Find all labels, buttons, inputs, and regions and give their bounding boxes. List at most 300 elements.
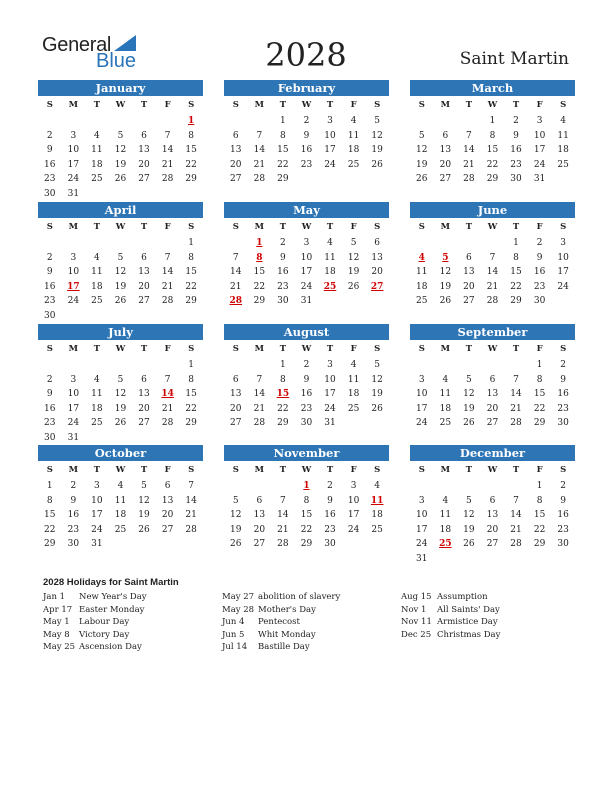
empty-cell (504, 479, 528, 494)
day-cell: 11 (439, 510, 452, 520)
day-cell: 17 (347, 510, 360, 520)
weekday-label: S (560, 344, 567, 354)
weekday-label: T (93, 222, 101, 232)
day-cell: 16 (44, 159, 56, 170)
day-cell: 9 (46, 267, 53, 277)
day-cell: 29 (185, 174, 197, 184)
weekday-label: F (536, 344, 543, 354)
day-cell: 28 (161, 174, 174, 184)
month-december (410, 445, 575, 566)
holiday-date: May 27 (222, 592, 255, 602)
day-cell: 7 (513, 495, 519, 506)
day-cell: 27 (138, 418, 150, 428)
day-cell: 29 (510, 296, 522, 306)
day-cell: 10 (91, 495, 103, 506)
day-cell: 1 (188, 360, 195, 370)
day-cell: 1 (188, 238, 195, 248)
day-cell: 4 (374, 481, 381, 491)
weekday-label: M (440, 222, 451, 232)
day-cell: 16 (277, 267, 289, 277)
holiday-row (401, 604, 576, 617)
day-cell: 18 (91, 159, 103, 170)
month-march (410, 80, 575, 187)
day-cell: 16 (324, 510, 336, 520)
day-cell: 17 (533, 145, 546, 155)
weekday-label: S (418, 465, 425, 475)
day-cell: 21 (161, 281, 174, 292)
empty-cell (457, 114, 481, 129)
weekday-label: S (374, 222, 381, 232)
day-cell: 23 (300, 403, 313, 414)
day-cell: 6 (442, 130, 449, 141)
empty-cell (156, 114, 180, 129)
day-cell: 13 (371, 252, 383, 263)
day-cell: 20 (138, 281, 150, 292)
day-cell: 7 (164, 130, 171, 141)
weekday-label: W (487, 465, 498, 475)
day-cell: 24 (557, 281, 569, 292)
holiday-date: Dec 25 (401, 629, 432, 640)
month-header: December (410, 445, 575, 461)
day-cell: 24 (91, 524, 103, 535)
day-cell: 29 (277, 174, 289, 184)
day-cell: 16 (67, 510, 80, 520)
day-cell: 21 (463, 159, 475, 170)
day-cell: 26 (114, 174, 127, 184)
day-cell: 3 (327, 116, 333, 126)
day-cell: 10 (324, 374, 336, 385)
empty-cell (457, 236, 481, 251)
day-cell: 16 (557, 510, 569, 520)
weekday-label: T (512, 100, 520, 110)
day-cell: 19 (230, 524, 242, 535)
day-cell: 23 (510, 159, 522, 170)
weekday-label: S (232, 465, 239, 475)
empty-cell (434, 114, 458, 129)
day-cell: 14 (253, 389, 266, 399)
day-cell: 13 (161, 495, 174, 506)
empty-cell (271, 479, 295, 494)
holiday-day-cell: 8 (256, 252, 263, 263)
day-cell: 5 (117, 130, 124, 141)
day-cell: 7 (256, 374, 263, 385)
weekday-label: F (164, 344, 171, 354)
weekday-label: F (164, 100, 171, 110)
day-cell: 18 (91, 403, 103, 414)
weekday-label: W (301, 344, 312, 354)
empty-cell (481, 479, 505, 494)
weekday-label: M (68, 465, 79, 475)
weekday-label: F (164, 465, 171, 475)
holiday-name: abolition of slavery (258, 592, 341, 602)
day-cell: 1 (536, 481, 543, 491)
holiday-name: New Year's Day (79, 592, 147, 602)
holiday-day-cell: 1 (303, 481, 310, 491)
day-cell: 11 (557, 130, 569, 141)
day-cell: 9 (70, 495, 77, 506)
day-cell: 9 (560, 374, 567, 385)
day-cell: 23 (300, 159, 313, 170)
day-cell: 14 (253, 145, 266, 155)
day-cell: 19 (463, 403, 475, 414)
holidays-title: 2028 Holidays for Saint Martin (43, 577, 179, 588)
day-cell: 17 (416, 403, 428, 414)
day-cell: 8 (46, 495, 53, 506)
weekday-label: S (232, 344, 239, 354)
day-cell: 15 (533, 389, 546, 399)
day-cell: 14 (463, 145, 475, 155)
weekday-label: S (418, 344, 425, 354)
weekday-label: T (326, 344, 334, 354)
day-cell: 19 (114, 159, 127, 170)
day-cell: 22 (277, 159, 289, 170)
month-header: February (224, 80, 389, 96)
empty-cell (85, 114, 109, 129)
day-cell: 16 (300, 145, 313, 155)
month-july (38, 324, 203, 445)
day-cell: 19 (114, 281, 127, 292)
holiday-day-cell: 25 (323, 281, 337, 292)
day-cell: 16 (533, 267, 546, 277)
day-grid (410, 218, 575, 309)
holiday-date: Aug 15 (401, 592, 432, 602)
holiday-column (222, 591, 397, 654)
day-cell: 4 (94, 130, 100, 141)
day-cell: 8 (536, 495, 543, 506)
empty-cell (85, 236, 109, 251)
logo-word-general: General (42, 34, 112, 56)
day-cell: 16 (510, 145, 522, 155)
empty-cell (109, 358, 133, 373)
holiday-date: Nov 11 (401, 617, 432, 627)
day-cell: 10 (347, 495, 360, 506)
day-cell: 22 (253, 281, 266, 292)
day-cell: 28 (463, 174, 475, 184)
day-cell: 29 (44, 539, 56, 549)
day-cell: 24 (67, 174, 80, 184)
day-cell: 13 (486, 510, 499, 520)
holiday-row (222, 591, 397, 604)
empty-cell (248, 358, 272, 373)
empty-cell (109, 236, 133, 251)
holiday-row (43, 616, 218, 629)
day-cell: 10 (557, 252, 569, 263)
day-cell: 24 (533, 159, 546, 170)
day-cell: 12 (114, 145, 127, 155)
day-cell: 14 (185, 495, 197, 506)
day-cell: 7 (188, 481, 195, 491)
day-cell: 19 (371, 389, 383, 399)
day-cell: 3 (94, 481, 100, 491)
day-cell: 18 (371, 510, 383, 520)
weekday-label: M (440, 344, 451, 354)
empty-cell (62, 114, 86, 129)
day-cell: 18 (439, 524, 452, 535)
day-cell: 21 (253, 159, 266, 170)
holiday-day-cell: 17 (67, 281, 80, 292)
weekday-label: T (140, 100, 148, 110)
holiday-day-cell: 11 (370, 495, 384, 506)
day-cell: 7 (489, 252, 496, 263)
weekday-label: S (46, 344, 53, 354)
day-cell: 30 (44, 310, 56, 321)
day-cell: 27 (230, 418, 242, 428)
holiday-day-cell: 15 (276, 389, 290, 399)
day-cell: 23 (44, 296, 56, 306)
day-cell: 9 (560, 495, 567, 506)
day-cell: 9 (513, 130, 519, 141)
weekday-label: M (254, 465, 265, 475)
day-cell: 30 (510, 174, 522, 184)
day-cell: 21 (510, 403, 522, 414)
day-cell: 31 (324, 418, 336, 428)
weekday-label: W (115, 100, 126, 110)
day-cell: 29 (253, 296, 266, 306)
weekday-label: T (279, 100, 287, 110)
day-cell: 19 (114, 403, 127, 414)
empty-cell (132, 358, 156, 373)
day-cell: 21 (185, 510, 197, 520)
day-cell: 27 (253, 539, 266, 549)
day-cell: 20 (439, 159, 452, 170)
day-cell: 5 (117, 252, 124, 263)
day-cell: 6 (141, 252, 147, 263)
holiday-name: Easter Monday (79, 604, 145, 615)
day-cell: 24 (347, 524, 360, 535)
day-cell: 3 (327, 360, 333, 370)
weekday-label: T (326, 465, 334, 475)
day-cell: 28 (253, 418, 266, 428)
holiday-name: Assumption (437, 592, 488, 602)
day-cell: 1 (489, 116, 496, 126)
day-cell: 9 (303, 130, 310, 141)
day-cell: 15 (510, 267, 522, 277)
day-cell: 2 (70, 481, 77, 491)
day-cell: 24 (67, 418, 80, 428)
holiday-name: Whit Monday (258, 629, 316, 640)
empty-cell (38, 236, 62, 251)
holiday-row (401, 591, 576, 604)
day-cell: 18 (91, 281, 103, 292)
day-cell: 25 (557, 159, 569, 170)
holiday-row (43, 641, 218, 654)
empty-cell (156, 358, 180, 373)
day-cell: 23 (557, 403, 569, 414)
day-cell: 6 (164, 481, 171, 491)
day-cell: 28 (277, 539, 289, 549)
day-cell: 2 (46, 130, 53, 141)
day-cell: 12 (230, 510, 242, 520)
day-cell: 11 (416, 267, 428, 277)
day-cell: 19 (463, 524, 475, 535)
day-cell: 2 (536, 238, 543, 248)
day-cell: 4 (327, 238, 333, 248)
day-cell: 14 (230, 267, 242, 277)
holiday-day-cell: 28 (229, 296, 243, 306)
weekday-label: M (254, 100, 265, 110)
weekday-label: M (68, 222, 79, 232)
day-cell: 13 (463, 267, 475, 277)
weekday-label: T (93, 100, 101, 110)
day-cell: 21 (510, 524, 522, 535)
empty-cell (132, 114, 156, 129)
day-cell: 22 (185, 403, 197, 414)
day-cell: 3 (70, 374, 77, 385)
day-cell: 21 (161, 159, 174, 170)
day-cell: 30 (324, 539, 336, 549)
day-cell: 12 (114, 267, 127, 277)
day-cell: 2 (513, 116, 519, 126)
empty-cell (410, 114, 434, 129)
weekday-label: S (232, 100, 239, 110)
day-cell: 30 (300, 418, 313, 428)
day-cell: 31 (67, 432, 80, 443)
weekday-label: S (560, 465, 567, 475)
holiday-date: May 1 (43, 617, 70, 627)
day-cell: 3 (70, 252, 77, 263)
day-cell: 4 (350, 360, 357, 370)
weekday-label: M (254, 344, 265, 354)
day-cell: 20 (486, 403, 499, 414)
empty-cell (156, 236, 180, 251)
day-cell: 5 (466, 495, 472, 506)
day-cell: 27 (486, 418, 499, 428)
month-may (224, 202, 389, 309)
weekday-label: W (115, 465, 126, 475)
day-cell: 30 (44, 432, 56, 443)
day-cell: 25 (91, 296, 103, 306)
weekday-label: S (560, 100, 567, 110)
day-cell: 26 (416, 174, 428, 184)
day-cell: 26 (114, 296, 127, 306)
day-cell: 28 (253, 174, 266, 184)
month-september (410, 324, 575, 431)
day-cell: 8 (280, 130, 286, 141)
holiday-day-cell: 5 (442, 252, 449, 263)
day-cell: 11 (91, 267, 103, 277)
weekday-label: S (46, 465, 53, 475)
day-cell: 9 (46, 389, 53, 399)
day-cell: 8 (536, 374, 543, 385)
day-cell: 26 (371, 403, 383, 414)
day-cell: 22 (510, 281, 522, 292)
day-cell: 18 (347, 145, 360, 155)
weekday-label: F (536, 222, 543, 232)
holiday-date: Nov 1 (401, 604, 427, 615)
day-cell: 14 (510, 510, 522, 520)
day-cell: 22 (300, 524, 313, 535)
weekday-label: T (465, 344, 473, 354)
day-cell: 13 (138, 145, 150, 155)
day-cell: 31 (67, 188, 80, 199)
day-cell: 18 (416, 281, 428, 292)
weekday-label: T (279, 222, 287, 232)
day-cell: 13 (253, 510, 266, 520)
holiday-day-cell: 4 (418, 252, 425, 263)
weekday-label: T (326, 222, 334, 232)
month-header: May (224, 202, 389, 218)
day-cell: 12 (463, 389, 475, 399)
day-grid (224, 218, 389, 309)
day-grid (224, 96, 389, 187)
day-cell: 13 (486, 389, 499, 399)
holiday-row (43, 604, 218, 617)
day-cell: 23 (44, 418, 56, 428)
day-cell: 3 (418, 495, 425, 506)
weekday-label: W (487, 222, 498, 232)
day-cell: 12 (347, 252, 360, 263)
weekday-label: F (536, 465, 543, 475)
day-cell: 24 (416, 539, 428, 549)
day-cell: 10 (67, 267, 80, 277)
day-cell: 4 (117, 481, 124, 491)
day-cell: 18 (439, 403, 452, 414)
day-cell: 26 (114, 418, 127, 428)
empty-cell (434, 236, 458, 251)
day-cell: 20 (230, 159, 242, 170)
day-cell: 19 (347, 267, 360, 277)
day-cell: 2 (46, 374, 53, 385)
day-cell: 23 (67, 524, 80, 535)
day-cell: 11 (114, 495, 127, 506)
holiday-date: Jan 1 (43, 592, 66, 602)
day-cell: 24 (324, 403, 336, 414)
day-cell: 23 (277, 281, 289, 292)
holiday-name: Bastille Day (258, 642, 310, 652)
holiday-name: Christmas Day (437, 629, 501, 640)
day-cell: 28 (510, 539, 522, 549)
holiday-row (43, 591, 218, 604)
day-cell: 15 (185, 267, 197, 277)
day-cell: 23 (44, 174, 56, 184)
day-cell: 22 (277, 403, 289, 414)
weekday-label: T (465, 100, 473, 110)
day-cell: 6 (256, 495, 263, 506)
day-cell: 29 (486, 174, 499, 184)
day-cell: 15 (253, 267, 266, 277)
weekday-label: T (512, 344, 520, 354)
empty-cell (248, 114, 272, 129)
day-cell: 20 (486, 524, 499, 535)
day-cell: 8 (280, 374, 286, 385)
day-cell: 21 (253, 403, 266, 414)
day-cell: 1 (46, 481, 53, 491)
holiday-name: Victory Day (79, 629, 130, 640)
day-cell: 3 (350, 481, 357, 491)
day-cell: 24 (300, 281, 313, 292)
day-cell: 20 (463, 281, 475, 292)
day-cell: 18 (114, 510, 127, 520)
day-cell: 28 (486, 296, 499, 306)
day-cell: 15 (300, 510, 313, 520)
empty-cell (434, 479, 458, 494)
day-cell: 2 (560, 481, 567, 491)
month-october (38, 445, 203, 552)
empty-cell (410, 479, 434, 494)
day-cell: 25 (114, 524, 127, 535)
day-cell: 5 (374, 360, 381, 370)
day-cell: 20 (253, 524, 266, 535)
month-header: August (224, 324, 389, 340)
weekday-label: W (487, 100, 498, 110)
day-cell: 15 (44, 510, 56, 520)
day-cell: 13 (138, 267, 150, 277)
day-grid (410, 461, 575, 566)
day-cell: 7 (466, 130, 472, 141)
day-cell: 3 (303, 238, 310, 248)
holiday-day-cell: 14 (161, 389, 174, 399)
day-cell: 7 (256, 130, 263, 141)
